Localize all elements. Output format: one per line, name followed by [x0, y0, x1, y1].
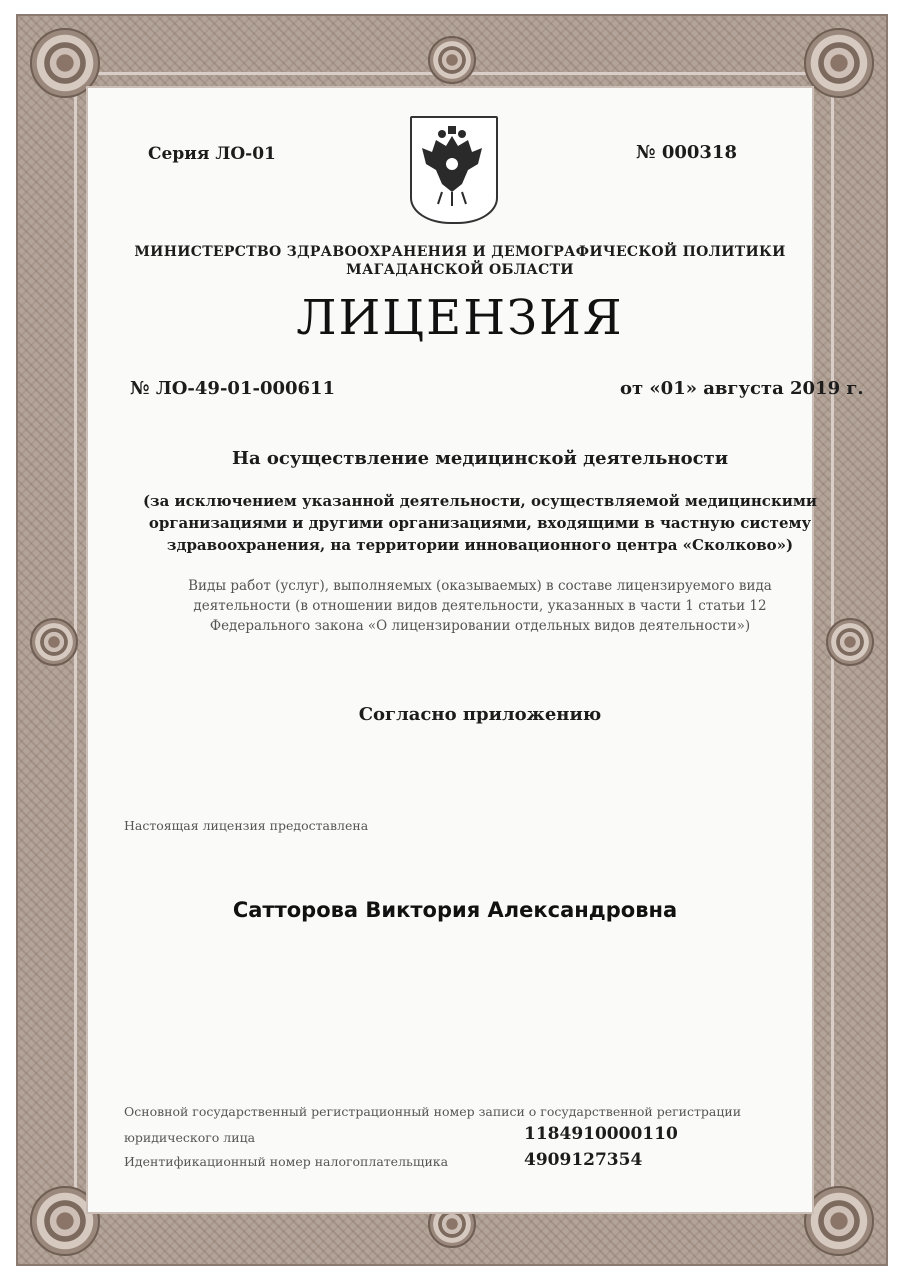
series-label: Серия ЛО-01 — [148, 144, 276, 164]
exclusion-line3: здравоохранения, на территории инновационного центра «Сколково») — [166, 536, 794, 554]
license-date: от «01» августа 2019 г. — [620, 378, 864, 399]
state-emblem-icon — [410, 116, 498, 224]
according-to-appendix: Согласно приложению — [358, 704, 602, 725]
granted-label: Настоящая лицензия предоставлена — [124, 818, 369, 833]
form-number: № 000318 — [636, 142, 737, 163]
inn-label: Идентификационный номер налогоплательщика — [124, 1154, 449, 1169]
ogrn-label-line2: юридического лица — [124, 1130, 256, 1145]
double-headed-eagle-icon — [412, 118, 492, 218]
works-line3: Федерального закона «О лицензировании отдельных видов деятельности») — [209, 618, 751, 634]
exclusion-line1: (за исключением указанной деятельности, осуществляемой медицинскими — [142, 492, 818, 510]
works-line2: деятельности (в отношении видов деятельности, указанных в части 1 статьи 12 — [193, 598, 767, 614]
inn-value: 4909127354 — [524, 1150, 643, 1170]
top-center-rosette — [428, 36, 476, 84]
left-center-rosette — [30, 618, 78, 666]
ogrn-label-line1: Основной государственный регистрационный номер записи о государственной регистрации — [124, 1104, 742, 1119]
ministry-name-line2: МАГАДАНСКОЙ ОБЛАСТИ — [346, 262, 574, 278]
ogrn-value: 1184910000110 — [524, 1124, 678, 1144]
license-purpose: На осуществление медицинской деятельности — [231, 448, 729, 469]
license-holder-name: Сатторова Виктория Александровна — [232, 898, 678, 922]
document-title: ЛИЦЕНЗИЯ — [296, 290, 624, 346]
corner-rosette-top-right — [804, 28, 874, 98]
ministry-name-line1: МИНИСТЕРСТВО ЗДРАВООХРАНЕНИЯ И ДЕМОГРАФИЧЕСКОЙ ПОЛИТИКИ — [134, 244, 786, 260]
exclusion-line2: организациями и другими организациями, входящими в частную систему — [148, 514, 812, 532]
corner-rosette-bottom-right — [804, 1186, 874, 1256]
works-line1: Виды работ (услуг), выполняемых (оказываемых) в составе лицензируемого вида — [188, 578, 772, 594]
license-number: № ЛО-49-01-000611 — [130, 378, 336, 399]
